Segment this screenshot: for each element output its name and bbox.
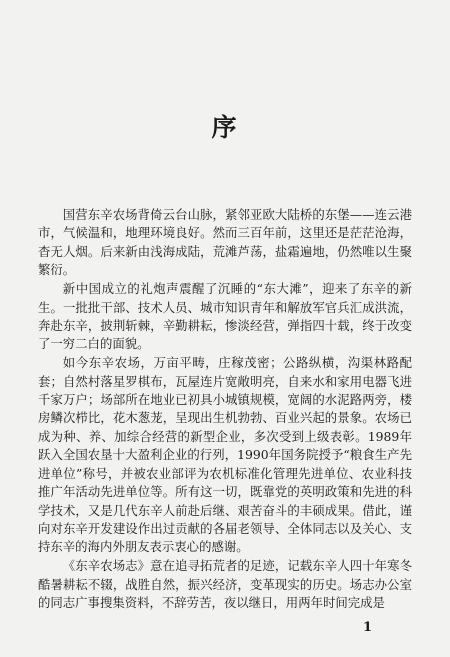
page-title: 序	[211, 113, 239, 142]
page-number: 1	[363, 620, 373, 635]
paragraph: 《东辛农场志》意在追寻拓荒者的足迹，记载东辛人四十年寒冬酷暑耕耘不辍，战胜自然，振兴经济，变革现实的历史。场志办公室的同志广事搜集资料，不辞劳苦，夜以继日，用两年时间完成是	[38, 558, 412, 611]
paragraph: 新中国成立的礼炮声震醒了沉睡的“东大滩”，迎来了东辛的新生。一批批干部、技术人员、城市知识青年和解放军官兵汇成洪流，奔赴东辛，披荆斩棘，辛勤耕耘，惨淡经营，弹指四十载，终于改变了一穷二白的面貌。	[38, 281, 412, 352]
body-text	[38, 206, 412, 613]
paragraph: 国营东辛农场背倚云台山脉，紧邻亚欧大陆桥的东堡——连云港市，气候温和，地理环境良好。然而三百年前，这里还是茫茫沧海，杳无人烟。后来新由浅海成陆，荒滩芦荡，盐霜遍地，仍然唯以生聚繁衍。	[38, 207, 412, 278]
paragraph: 如今东辛农场，万亩平畴，庄稼茂密；公路纵横，沟渠林路配套；自然村落星罗棋布，瓦屋连片宽敞明亮，自来水和家用电器飞进千家万户；场部所在地业已初具小城镇规模，宽阔的水泥路两旁，楼房鳞次栉比，花木葱茏，呈现出生机勃勃、百业兴起的景象。农场已成为种、养、加综合经营的新型企业，多次受到上级表彰。1989年跃入全国农垦十大盈利企业的行列，1990年国务院授予“粮食生产先进单位”称号，并被农业部评为农机标准化管理先进单位、农业科技推广年活动先进单位等。所有这一切，既靠党的英明政策和先进的科学技术，又是几代东辛人前赴后继、艰苦奋斗的丰硕成果。借此，谨向对东辛开发建设作出过贡献的各届老领导、全体同志以及关心、支持东辛的海内外朋友表示衷心的感谢。	[38, 355, 412, 555]
